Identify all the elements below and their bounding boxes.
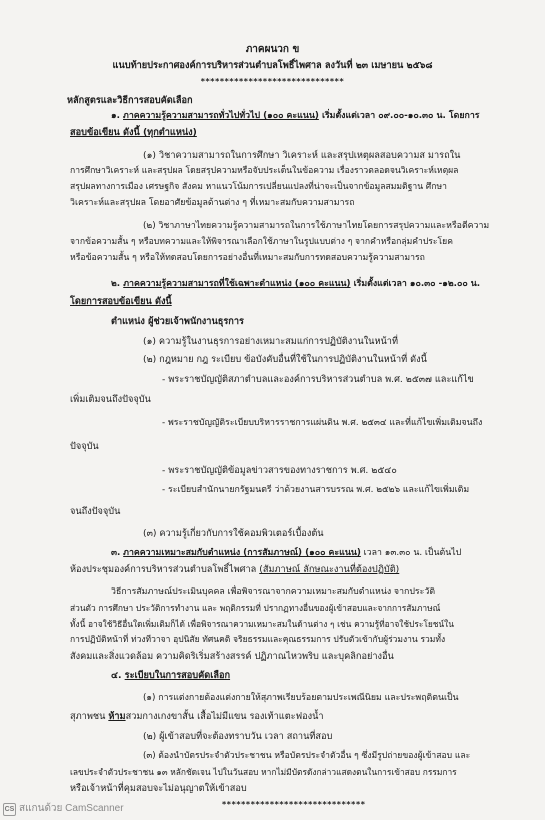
part1-number: ๑. — [111, 111, 120, 121]
part3-paragraph-line: สังคมและสิ่งแวดล้อม ความคิดริเริ่มสร้างสรรค์ ปฏิภาณไหวพริบ และบุคลิกอย่างอื่น — [70, 651, 394, 662]
part1-time: เริ่มตั้งแต่เวลา ๐๙.๐๐-๑๐.๓๐ น. โดยการ — [318, 111, 480, 121]
part3-number: ๓. — [111, 548, 121, 558]
part1-method-text: สอบข้อเขียน ดังนี้ (ทุกตำแหน่ง) — [70, 127, 197, 138]
part4-item3-line: หรือเจ้าหน้าที่คุมสอบจะไม่อนุญาตให้เข้าสอบ — [70, 783, 247, 794]
law-line: - พระราชบัญญัติข้อมูลข่าวสารของทางราชการ พ.ศ. ๒๕๔๐ — [162, 465, 397, 476]
part4-item3-line: เลขประจำตัวประชาชน ๑๓ หลักชัดเจน ไปในวันสอบ หากไม่มีบัตรดังกล่าวแสดงตนในการเข้าสอบ กรรมการ — [70, 767, 457, 777]
part3-paragraph-line: ทั้งนี้ อาจใช้วิธีอื่นใดเพิ่มเติมก็ได้ เพื่อพิจารณาความเหมาะสมในด้านต่าง ๆ เช่น ความรู้ที่อาจใช้ประโยชน์ใน — [70, 619, 454, 629]
part2-method-text: โดยการสอบข้อเขียน ดังนี้ — [70, 296, 172, 307]
part4-item1-text: สุภาพชน — [70, 711, 109, 722]
part4-number: ๔. — [111, 670, 122, 681]
part3-paragraph-line: การปฏิบัติหน้าที่ ท่วงทีวาจา อุปนิสัย ทัศนคติ จริยธรรมและคุณธรรมการ ปรับตัวเข้ากับผู้ร่วมงาน รวมทั้ง — [70, 635, 446, 645]
part1-item1-line: สรุปผลทางการเมือง เศรษฐกิจ สังคม หาแนวโน้มการเปลี่ยนแปลงที่น่าจะเป็นจากข้อมูลสมมติฐาน ศึกษา — [70, 182, 447, 192]
section-heading: หลักสูตรและวิธีการสอบคัดเลือก — [67, 95, 193, 106]
document-subtitle: แนบท้ายประกาศองค์การบริหารส่วนตำบลโพธิ์ไพศาล ลงวันที่ ๒๓ เมษายน ๒๕๖๘ — [112, 60, 433, 71]
part4-title: ระเบียบในการสอบคัดเลือก — [124, 670, 231, 681]
part1-heading — [111, 112, 479, 121]
camscanner-logo-icon: CS — [3, 803, 16, 816]
prohibited-word: ห้าม — [108, 711, 126, 722]
law-line: - ระเบียบสำนักนายกรัฐมนตรี ว่าด้วยงานสารบรรณ พ.ศ. ๒๕๒๖ และแก้ไขเพิ่มเติม — [162, 485, 470, 495]
part3-location-note: (สัมภาษณ์ ลักษณะงานที่ต้องปฏิบัติ) — [259, 564, 400, 575]
part1-item1-line: วิเคราะห์และสรุปผล โดยอาศัยข้อมูลด้านต่าง ๆ ที่เหมาะสมกับความสามารถ — [70, 198, 355, 208]
part4-item3-line: (๓) ต้องนำบัตรประจำตัวประชาชน หรือบัตรประจำตัวอื่น ๆ ซึ่งมีรูปถ่ายของผู้เข้าสอบ และ — [143, 751, 471, 761]
part2-item2: (๒) กฎหมาย กฎ ระเบียบ ข้อบังคับอื่นที่ใช้ในการปฏิบัติงานในหน้าที่ ดังนี้ — [143, 354, 427, 365]
part3-heading — [111, 549, 461, 558]
part2-title: ภาคความรู้ความสามารถที่ใช้เฉพาะตำแหน่ง (๑๐๐ คะแนน) — [123, 279, 351, 289]
part4-item2: (๒) ผู้เข้าสอบที่จะต้องทราบวัน เวลา สถานที่สอบ — [143, 731, 333, 742]
part2-method — [70, 297, 172, 306]
closing-stars: ****************************** — [222, 800, 366, 809]
part3-paragraph-line: ส่วนตัว การศึกษา ประวัติการทำงาน และ พฤติกรรมที่ ปรากฏทางอื่นของผู้เข้าสอบและจากการสัมภาษณ์ — [70, 603, 441, 613]
part3-location — [70, 565, 399, 574]
part3-time: เวลา ๑๓.๓๐ น. เป็นต้นไป — [360, 548, 462, 558]
part1-item1-line: การศึกษาวิเคราะห์ และสรุปผล โดยสรุปความหรือจับประเด็นในข้อความ เรื่องราวตลอดจนวิเคราะห์เหตุผล — [70, 166, 459, 176]
part1-item2-line: หรือข้อความสั้น ๆ หรือให้ทดสอบโดยการอย่างอื่นที่เหมาะสมกับการทดสอบความรู้ความสามารถ — [70, 253, 425, 263]
watermark-text: สแกนด้วย CamScanner — [19, 803, 124, 814]
part2-number: ๒. — [111, 279, 121, 289]
part2-position: ตำแหน่ง ผู้ช่วยเจ้าพนักงานธุรการ — [111, 316, 244, 327]
part2-time: เริ่มตั้งแต่เวลา ๑๐.๓๐ -๑๒.๐๐ น. — [350, 279, 481, 289]
part2-item3: (๓) ความรู้เกี่ยวกับการใช้คอมพิวเตอร์เบื้องต้น — [143, 528, 324, 539]
scanner-watermark — [3, 801, 124, 817]
part1-item1-line: (๑) วิชาความสามารถในการศึกษา วิเคราะห์ และสรุปเหตุผลสอบความส มารถใน — [143, 150, 461, 161]
part4-item1-line: (๑) การแต่งกายต้องแต่งกายให้สุภาพเรียบร้อยตามประเพณีนิยม และประพฤติตนเป็น — [143, 693, 459, 703]
part1-item2-line: จากข้อความสั้น ๆ หรือบทความและให้พิจารณาเลือกใช้ภาษาในรูปแบบต่าง ๆ จากคำหรือกลุ่มคำประโยค — [70, 237, 453, 247]
part3-location-text: ห้องประชุมองค์การบริหารส่วนตำบลโพธิ์ไพศาล — [70, 564, 260, 575]
part1-title: ภาคความรู้ความสามารถทั่วไปทั่วไป (๑๐๐ คะแนน) — [123, 111, 319, 121]
law-line: เพิ่มเติมจนถึงปัจจุบัน — [70, 394, 151, 405]
header-stars: ****************************** — [200, 77, 345, 86]
part2-heading — [111, 280, 480, 289]
law-line: - พระราชบัญญัติระเบียบบริหารราชการแผ่นดิน พ.ศ. ๒๕๓๔ และที่แก้ไขเพิ่มเติมจนถึง — [162, 418, 483, 428]
part4-heading — [111, 671, 230, 680]
part3-title: ภาคความเหมาะสมกับตำแหน่ง (การสัมภาษณ์) (๑๐๐ คะแนน) — [123, 548, 361, 558]
part1-method — [70, 128, 197, 137]
annex-title: ภาคผนวก ข — [245, 44, 300, 55]
part4-item1-rest: สวมกางเกงขาสั้น เสื้อไม่มีแขน รองเท้าแตะฟองน้ำ — [125, 711, 324, 722]
part4-item1-line — [70, 712, 324, 721]
law-line: ปัจจุบัน — [70, 441, 99, 452]
law-line: - พระราชบัญญัติสภาตำบลและองค์การบริหารส่วนตำบล พ.ศ. ๒๕๓๗ และแก้ไข — [162, 374, 474, 385]
part2-item1: (๑) ความรู้ในงานธุรการอย่างเหมาะสมแก่การปฏิบัติงานในหน้าที่ — [143, 336, 399, 347]
part1-item2-line: (๒) วิชาภาษาไทยความรู้ความสามารถในการใช้ภาษาไทยโดยการสรุปความและหรือตีความ — [143, 221, 490, 231]
part3-paragraph-line: วิธีการสัมภาษณ์ประเมินบุคคล เพื่อพิจารณาจากความเหมาะสมกับตำแหน่ง จากประวัติ — [111, 587, 436, 597]
law-line: จนถึงปัจจุบัน — [70, 506, 121, 517]
